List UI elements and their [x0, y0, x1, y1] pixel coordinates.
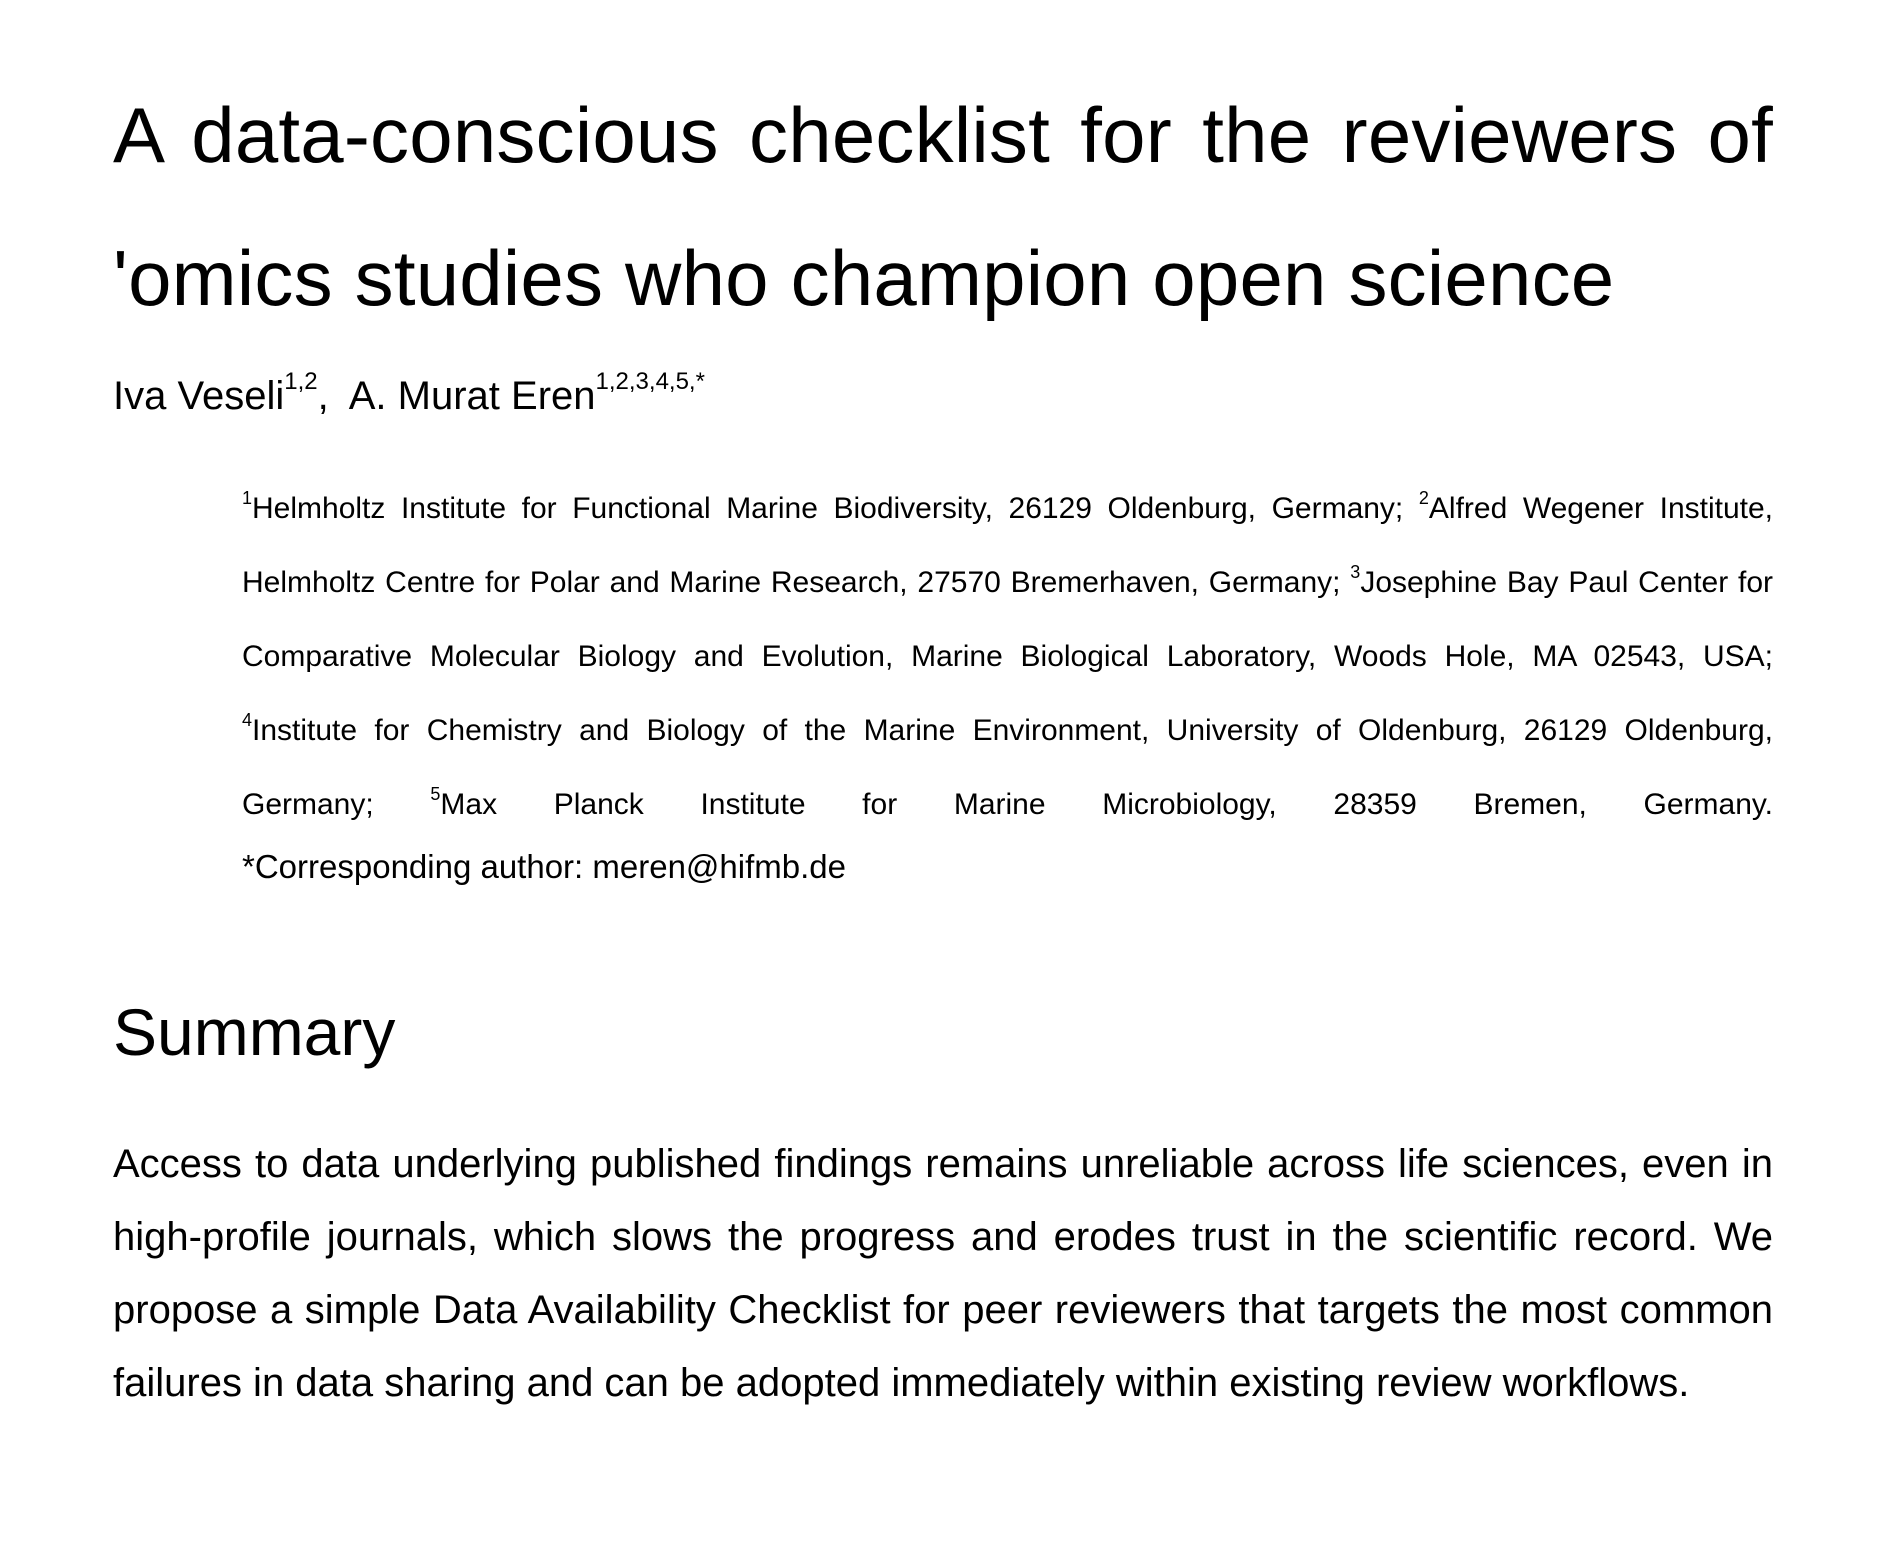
paper-page — [113, 0, 1773, 1460]
author-list — [113, 366, 1773, 426]
affiliation-number: 2 — [1418, 488, 1429, 508]
affiliations-block — [242, 472, 1773, 842]
affiliation-text: Helmholtz Institute for Functional Marine Biodiversity, 26129 Oldenburg, Germany; — [252, 492, 1404, 525]
paper-title: A data-conscious checklist for the reviewers of 'omics studies who champion open science — [113, 91, 1773, 322]
affiliation-number: 4 — [242, 710, 253, 730]
corresponding-author: *Corresponding author: meren@hifmb.de — [242, 848, 846, 885]
affiliation-number: 5 — [430, 784, 441, 804]
author-separator: , — [317, 374, 329, 418]
author-affiliation-marks: 1,2,3,4,5,* — [595, 368, 705, 395]
affiliation-text: Alfred Wegener Institute, Helmholtz Centre for Polar and Marine Research, 27570 Bremerhaven, Germany; — [242, 492, 1774, 599]
affiliation-number: 1 — [242, 488, 253, 508]
section-heading-summary: Summary — [113, 995, 396, 1069]
affiliation-text: Max Planck Institute for Marine Microbiology, 28359 Bremen, Germany. — [440, 788, 1773, 821]
affiliation-text: Institute for Chemistry and Biology of the Marine Environment, University of Oldenburg, 26129 Oldenburg, Germany; — [242, 714, 1773, 821]
affiliation-number: 3 — [1350, 562, 1361, 582]
author-affiliation-marks: 1,2 — [284, 368, 318, 395]
affiliation-text: Josephine Bay Paul Center for Comparative Molecular Biology and Evolution, Marine Biological Laboratory, Woods Hole, MA 02543, USA; — [242, 566, 1773, 673]
author-name: A. Murat Eren — [348, 374, 596, 418]
summary-paragraph: Access to data underlying published findings remains unreliable across life sciences, even in high-profile journals, which slows the progress and erodes trust in the scientific record. We propose a simple Data Availability Checklist for peer reviewers that targets the most common failures in data sharing and can be adopted immediately within existing review workflows. — [113, 1142, 1773, 1405]
author-name: Iva Veseli — [113, 374, 285, 418]
